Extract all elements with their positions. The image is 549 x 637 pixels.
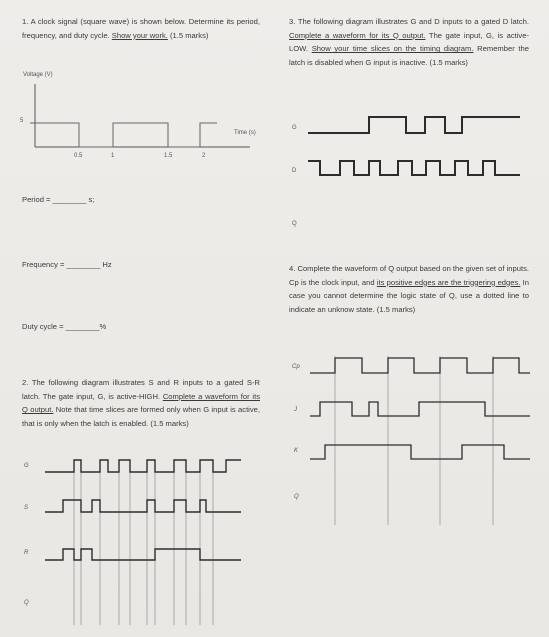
q2-signal-s: S — [24, 505, 29, 511]
q1-xtick-2: 1 — [111, 153, 115, 159]
q2-wave-g — [45, 460, 241, 472]
q4-signal-k: K — [294, 448, 299, 454]
q2-complete-link: Complete a waveform for its Q output. — [22, 391, 260, 415]
q2-grid — [74, 460, 213, 625]
q1-xlabel: Time (s) — [234, 130, 256, 136]
q4-wave-k — [310, 445, 530, 459]
q1-show-work-link: Show your work. — [111, 30, 168, 40]
q1-frequency-field[interactable]: Frequency = ________ Hz — [22, 260, 112, 269]
q3-signal-q: Q — [292, 221, 297, 227]
q3-time-slices-link: Show your time slices on the timing diagram. — [311, 44, 474, 54]
q4-wave-cp — [310, 358, 530, 373]
q1-duty-field[interactable]: Duty cycle = ________% — [22, 322, 107, 331]
q2-signal-g: G — [24, 463, 29, 469]
q3-signal-g: G — [292, 125, 297, 131]
q3-complete-link: Complete a waveform for its Q output. — [289, 30, 426, 40]
q1-xtick-3: 1.5 — [164, 153, 173, 159]
q3-wave-d — [308, 161, 520, 175]
q4-wave-j — [310, 402, 530, 416]
q1-xtick-4: 2 — [202, 153, 206, 159]
q4-edges-link: its positive edges are the triggering edges. — [376, 277, 521, 287]
q2-signal-q: Q — [24, 600, 29, 606]
q2-signal-r: R — [24, 550, 29, 556]
q1-ylabel: Voltage (V) — [23, 72, 53, 78]
q1-text: 1. A clock signal (square wave) is shown below. Determine its period, frequency, and duty cycle. Show your work. (1.5 marks) — [22, 17, 260, 40]
q1-period-field[interactable]: Period = ________ s; — [22, 195, 95, 204]
q2-wave-r — [45, 549, 241, 560]
q1-ytick: 5 — [20, 118, 24, 124]
q2-text: 2. The following diagram illustrates S and R inputs to a gated S-R latch. The gate input, G, is active-HIGH. Complete a waveform for its Q output. Note that time slices are formed only when G input is active, that is only when the latch is enabled. (1.5 marks) — [22, 378, 260, 428]
q4-signal-q: Q — [294, 494, 299, 500]
q4-text: 4. Complete the waveform of Q output based on the given set of inputs. Cp is the clock input, and its positive edges are the triggering edges. In case you cannot determine the logic state of Q, use a dotted line to indicate an unknow state. (1.5 marks) — [289, 264, 529, 314]
q3-wave-g — [308, 117, 520, 133]
q4-signal-j: J — [294, 407, 297, 413]
q3-text: 3. The following diagram illustrates G and D inputs to a gated D latch. Complete a waveform for its Q output. The gate input, G, is active-LOW. Show your time slices on the timing diagram. Remember the latch is disabled when G input is inactive. (1.5 marks) — [289, 17, 529, 67]
q4-grid — [335, 356, 493, 525]
q4-signal-cp: Cp — [292, 364, 300, 370]
q1-xtick-1: 0.5 — [74, 153, 83, 159]
q3-signal-d: D — [292, 168, 297, 174]
q1-square-wave — [35, 123, 217, 147]
